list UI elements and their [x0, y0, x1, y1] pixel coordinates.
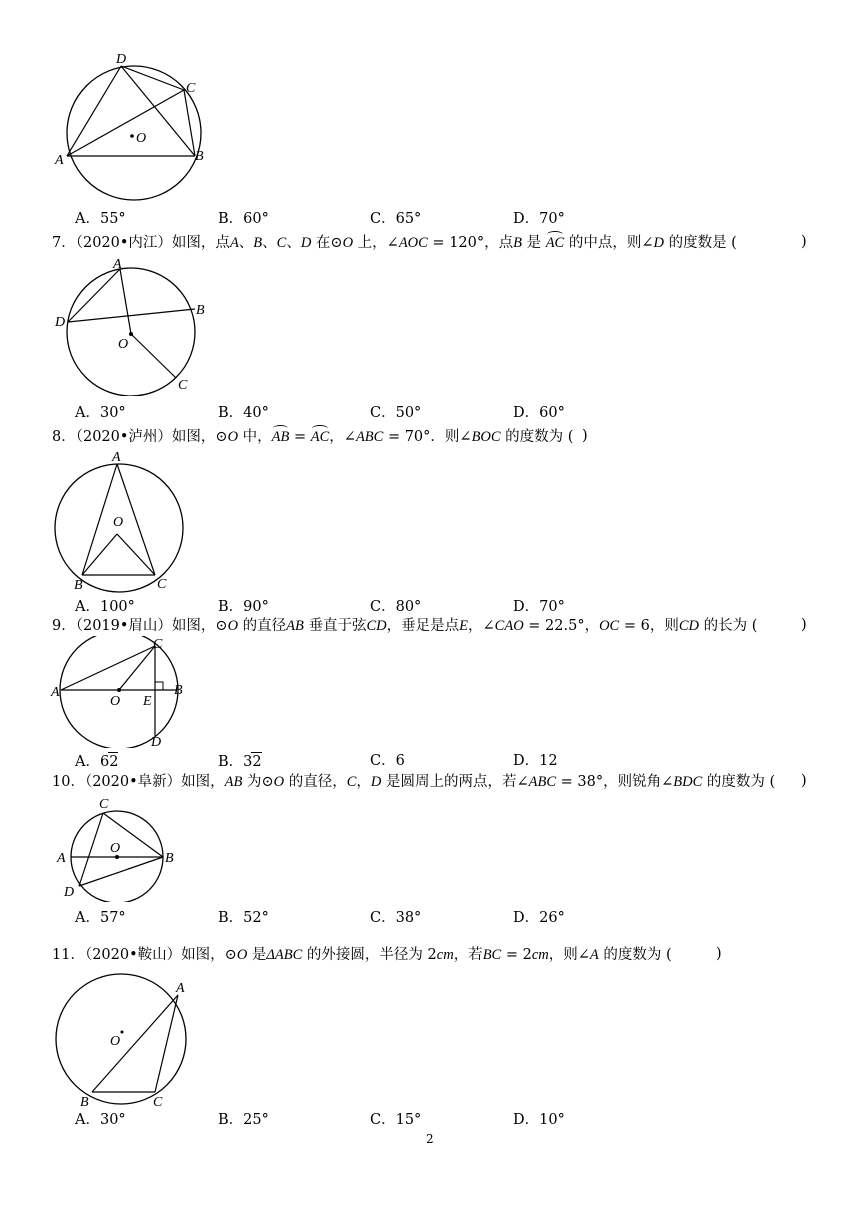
q11-option-a[interactable]: A．30°: [75, 1112, 126, 1128]
q8-figure: [54, 448, 204, 596]
q8-option-c[interactable]: C．80°: [370, 599, 422, 615]
q6-line: [184, 90, 195, 156]
q10-answer-paren: ): [801, 773, 807, 789]
q10-option-b[interactable]: B．52°: [218, 910, 269, 926]
q6-option-c[interactable]: C．65°: [370, 211, 422, 227]
q6-line: [67, 90, 184, 156]
q6-option-a[interactable]: A．55°: [75, 211, 126, 227]
q7-label-D: D: [55, 315, 66, 330]
q10-label-O: O: [110, 841, 121, 856]
q8-option-a[interactable]: A．100°: [75, 599, 135, 615]
q9-line: [119, 646, 155, 690]
q10-line: [79, 857, 163, 886]
q9-label-E: E: [143, 694, 152, 709]
q9-label-D: D: [151, 735, 162, 748]
q7-label-O: O: [118, 337, 129, 352]
q9-answer-paren: ): [801, 617, 807, 633]
q7-line: [120, 269, 131, 334]
q11-label-A: A: [176, 981, 185, 996]
q8-answer-paren: ): [582, 428, 588, 444]
q8-label-A: A: [112, 450, 121, 465]
q11-center-dot: [121, 1031, 124, 1034]
q7-label-A: A: [113, 257, 122, 272]
q8-label-C: C: [157, 577, 167, 592]
q9-option-d[interactable]: D．12: [513, 753, 558, 769]
q9-option-b[interactable]: B．32: [218, 754, 262, 770]
q7-answer-paren: ): [801, 234, 807, 250]
q11-label-O: O: [110, 1034, 121, 1049]
q6-label-D: D: [116, 52, 127, 67]
q9-right-angle-mark: [155, 682, 163, 690]
q9-option-c[interactable]: C．6: [370, 753, 405, 769]
q8-question-text: 8．（2020•泸州）如图，⊙O 中，AB = AC，∠ABC = 70°．则∠BOC 的度数为 (: [52, 429, 574, 445]
q7-line: [68, 309, 195, 322]
q9-question-text: 9．（2019•眉山）如图，⊙O 的直径AB 垂直于弦CD，垂足是点E，∠CAO = 22.5°，OC = 6，则CD 的长为 (: [52, 618, 758, 634]
q8-line: [82, 534, 117, 575]
q9-label-B: B: [174, 683, 183, 698]
q6-center-dot: [130, 134, 134, 138]
q10-label-A: A: [57, 851, 66, 866]
q6-figure: [54, 48, 214, 208]
q11-line: [92, 995, 178, 1092]
q9-label-C: C: [153, 637, 163, 652]
q7-line: [131, 334, 176, 378]
q7-option-a[interactable]: A．30°: [75, 405, 126, 421]
q9-figure: [50, 636, 200, 748]
q11-answer-paren: ): [716, 946, 722, 962]
q9-center-dot: [117, 688, 121, 692]
q11-circle: [56, 974, 186, 1104]
q10-question-text: 10．（2020•阜新）如图，AB 为⊙O 的直径，C，D 是圆周上的两点，若∠ABC = 38°，则锐角∠BDC 的度数为 (: [52, 774, 776, 790]
q6-circle: [67, 66, 201, 200]
q7-label-C: C: [178, 378, 188, 393]
q9-label-A: A: [51, 685, 60, 700]
q11-option-c[interactable]: C．15°: [370, 1112, 422, 1128]
q7-option-c[interactable]: C．50°: [370, 405, 422, 421]
q11-label-B: B: [80, 1095, 89, 1110]
q9-label-O: O: [110, 694, 121, 709]
q10-label-D: D: [64, 885, 75, 900]
q8-option-b[interactable]: B．90°: [218, 599, 269, 615]
q7-figure: [54, 256, 214, 396]
page-number: 2: [426, 1132, 434, 1146]
q7-label-B: B: [196, 303, 205, 318]
q11-question-text: 11．（2020•鞍山）如图，⊙O 是ΔABC 的外接圆，半径为 2cm，若BC = 2cm，则∠A 的度数为 (: [52, 947, 672, 963]
q7-center-dot: [129, 332, 133, 336]
q11-option-d[interactable]: D．10°: [513, 1112, 565, 1128]
q8-label-O: O: [113, 515, 124, 530]
q8-arc-ac: AC: [310, 429, 330, 445]
q8-line: [82, 464, 117, 575]
q9-line: [61, 646, 155, 690]
q9-option-a[interactable]: A．62: [75, 754, 119, 770]
q8-label-B: B: [74, 578, 83, 593]
q6-label-A: A: [55, 153, 64, 168]
q11-figure: [52, 970, 202, 1110]
q10-label-C: C: [99, 797, 109, 812]
q7-option-d[interactable]: D．60°: [513, 405, 565, 421]
q10-label-B: B: [165, 851, 174, 866]
q8-arc-ab: AB: [271, 429, 290, 445]
q6-label-O: O: [136, 131, 147, 146]
q8-line: [117, 534, 155, 575]
q11-label-C: C: [153, 1095, 163, 1110]
q6-option-d[interactable]: D．70°: [513, 211, 565, 227]
q10-figure: [52, 792, 192, 902]
q11-line: [155, 995, 178, 1092]
q10-option-a[interactable]: A．57°: [75, 910, 126, 926]
q11-option-b[interactable]: B．25°: [218, 1112, 269, 1128]
q6-label-C: C: [186, 81, 196, 96]
q7-arc-ac: AC: [545, 235, 565, 251]
q7-question-text: 7．（2020•内江）如图，点A、B、C、D 在⊙O 上，∠AOC = 120°，点B 是 AC 的中点，则∠D 的度数是 (: [52, 235, 737, 251]
q10-line: [79, 813, 103, 886]
q10-option-c[interactable]: C．38°: [370, 910, 422, 926]
q7-option-b[interactable]: B．40°: [218, 405, 269, 421]
q6-label-B: B: [195, 149, 204, 164]
q8-option-d[interactable]: D．70°: [513, 599, 565, 615]
q7-line: [68, 269, 120, 322]
q10-option-d[interactable]: D．26°: [513, 910, 565, 926]
q6-option-b[interactable]: B．60°: [218, 211, 269, 227]
